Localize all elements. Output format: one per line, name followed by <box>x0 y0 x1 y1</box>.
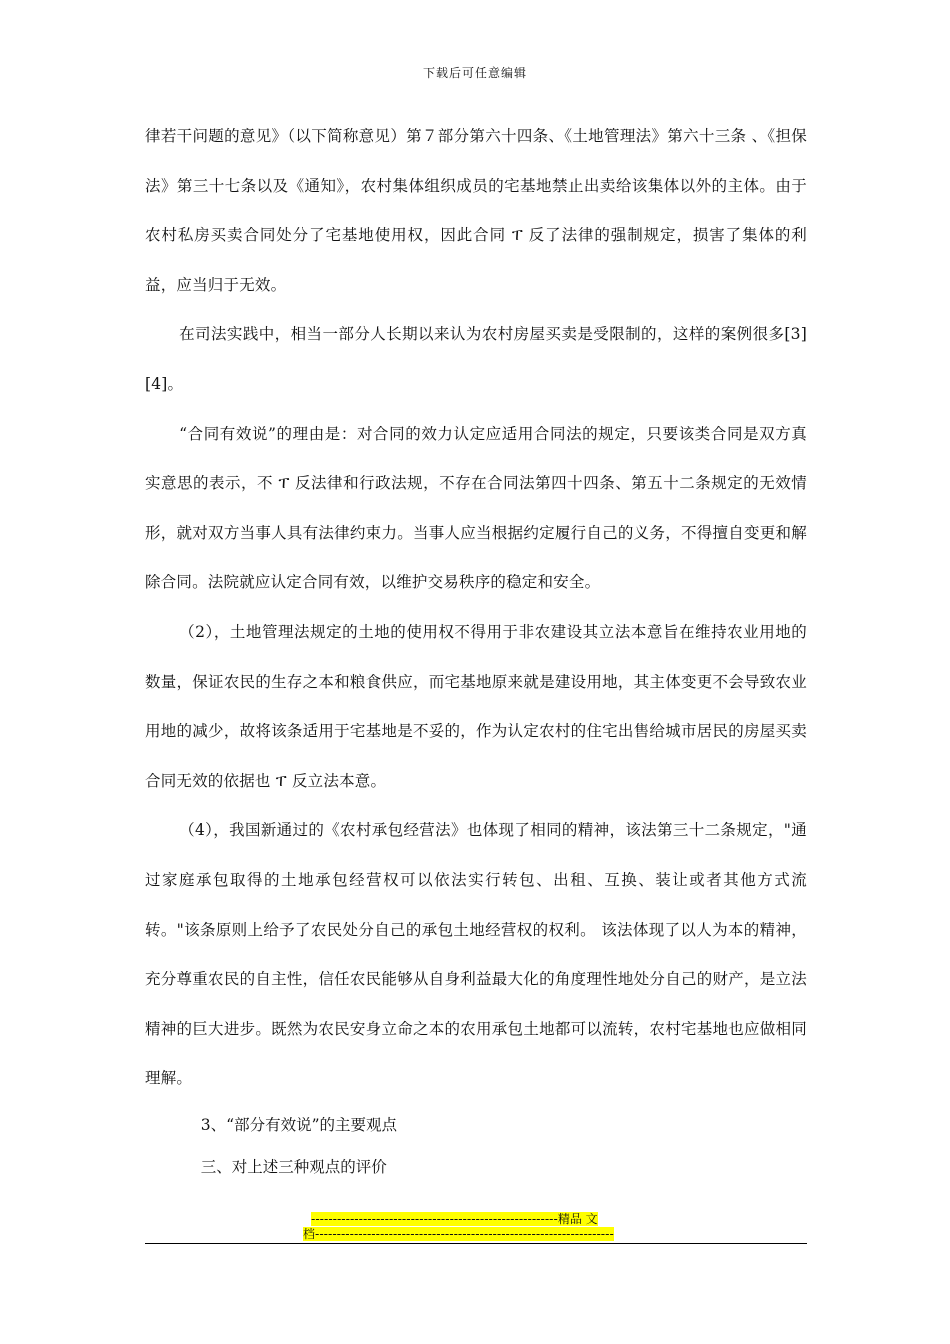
paragraph-3: “合同有效说”的理由是：对合同的效力认定应适用合同法的规定，只要该类合同是双方真实意思的表示，不 ፐ 反法律和行政法规，不存在合同法第四十四条、第五十二条规定的无效情形，就对双方当事人具有法律约束力。当事人应当根据约定履行自己的义务，不得擅自变更和解除合同。法院就应认定合同有效，以维护交易秩序的稳定和安全。 <box>145 424 807 592</box>
paragraph-5: （4），我国新通过的《农村承包经营法》也体现了相同的精神，该法第三十二条规定，"通过家庭承包取得的土地承包经营权可以依法实行转包、出租、互换、装让或者其他方式流转。"该条原则上给予了农民处分自己的承包土地经营权的权利。 该法体现了以人为本的精神，充分尊重农民的自主性，信任农民能够从自身利益最大化的角度理性地处分自己的财产，是立法精神的巨大进步。既然为农民安身立命之本的农用承包土地都可以流转，农村宅基地也应做相同理解。 <box>145 821 807 1088</box>
subheading-partial-validity: 3、“部分有效说”的主要观点 <box>200 1115 398 1134</box>
paragraph-4: （2），土地管理法规定的土地的使用权不得用于非农建设其立法本意旨在维持农业用地的数量，保证农民的生存之本和粮食供应，而宅基地原来就是建设用地，其主体变更不会导致农业用地的减少，故将该条适用于宅基地是不妥的，作为认定农村的住宅出售给城市居民的房屋买卖合同无效的依据也 ፐ 反立法本意。 <box>145 622 807 790</box>
section-heading-evaluation: 三、对上述三种观点的评价 <box>200 1157 387 1176</box>
page-header: 下载后可任意编辑 <box>422 66 527 80</box>
paragraph-2: 在司法实践中，相当一部分人长期以来认为农村房屋买卖是受限制的，这样的案例很多[3][4]。 <box>145 325 807 393</box>
footer-banner-line-2: 档--------------------------------------------------------------------- <box>303 1227 614 1241</box>
footer-banner-line-1: ---------------------------------------------------------精品 文 <box>311 1212 598 1226</box>
document-body <box>145 112 807 1188</box>
footer-banner <box>303 1212 648 1242</box>
footer-divider <box>145 1243 807 1244</box>
paragraph-1: 律若干问题的意见》（以下简称意见）第７部分第六十四条、《土地管理法》第六十三条 、《担保法》第三十七条以及《通知》，农村集体组织成员的宅基地禁止出卖给该集体以外的主体。由于农村私房买卖合同处分了宅基地使用权，因此合同 ፐ 反了法律的强制规定，损害了集体的利益，应当归于无效。 <box>145 127 807 294</box>
